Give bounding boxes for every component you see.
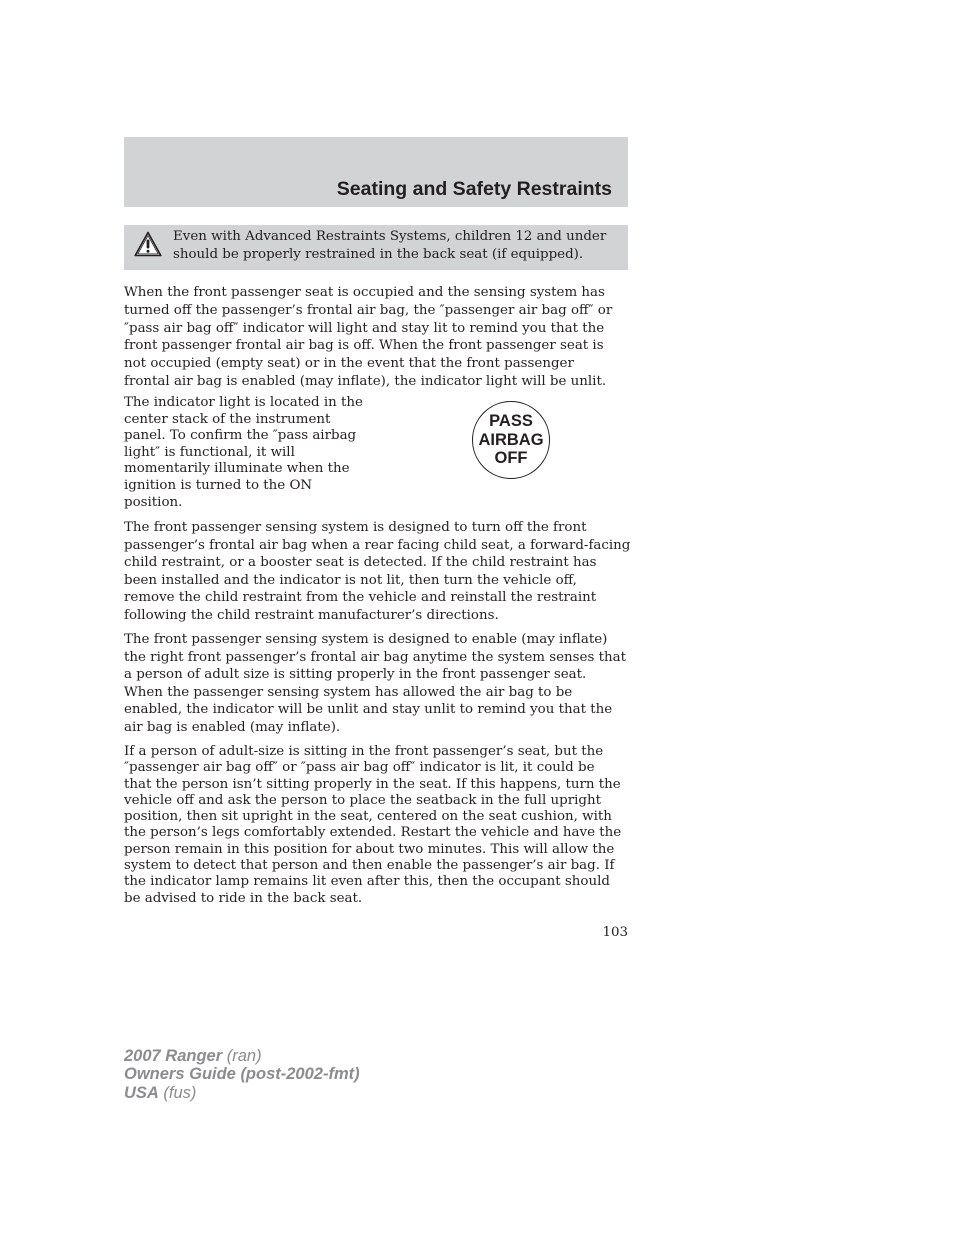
text-line: a person of adult size is sitting properly in the front passenger seat. xyxy=(124,667,587,683)
text-line: ″pass air bag off″ indicator will light and stay lit to remind you that the xyxy=(124,320,605,336)
text-line: When the front passenger seat is occupied and the sensing system has xyxy=(124,285,605,300)
text-line: When the passenger sensing system has allowed the air bag to be xyxy=(124,684,573,700)
warning-line: Even with Advanced Restraints Systems, children 12 and under xyxy=(173,229,607,244)
text-line: child restraint, or a booster seat is detected. If the child restraint has xyxy=(124,555,597,571)
text-line: position. xyxy=(124,494,183,510)
footer-line-market xyxy=(124,1084,360,1102)
badge-line: PASS xyxy=(489,412,533,431)
footer-line-model xyxy=(124,1047,360,1065)
text-line: center stack of the instrument xyxy=(124,411,331,427)
text-line: The front passenger sensing system is designed to enable (may inflate) xyxy=(124,632,608,647)
text-line: that the person isn’t sitting properly in the seat. If this happens, turn the xyxy=(124,776,621,792)
text-line: air bag is enabled (may inflate). xyxy=(124,719,341,735)
section-header-band xyxy=(124,137,628,207)
text-line: light″ is functional, it will xyxy=(124,444,295,460)
paragraph-adult-seating xyxy=(124,744,621,907)
text-line: The indicator light is located in the xyxy=(124,395,363,410)
text-line: the person’s legs comfortably extended. Restart the vehicle and have the xyxy=(124,825,622,841)
footer-model-code: (ran) xyxy=(222,1047,262,1065)
text-line: vehicle off and ask the person to place the seatback in the full upright xyxy=(124,792,601,808)
text-line: system to detect that person and then enable the passenger’s air bag. If xyxy=(124,858,615,874)
badge-line: OFF xyxy=(494,449,528,468)
paragraph-indicator-location xyxy=(124,395,363,511)
document-footer xyxy=(124,1047,360,1102)
footer-guide: Owners Guide (post-2002-fmt) xyxy=(124,1065,360,1084)
warning-line: should be properly restrained in the back seat (if equipped). xyxy=(173,246,584,262)
footer-model: 2007 Ranger xyxy=(124,1047,223,1065)
text-line: position, then sit upright in the seat, centered on the seat cushion, with xyxy=(124,809,612,825)
text-line: be advised to ride in the back seat. xyxy=(124,890,363,906)
text-line: The front passenger sensing system is designed to turn off the front xyxy=(124,520,587,535)
warning-text xyxy=(173,228,606,263)
text-line: following the child restraint manufacturer’s directions. xyxy=(124,607,499,623)
text-line: momentarily illuminate when the xyxy=(124,461,350,477)
text-line: remove the child restraint from the vehicle and reinstall the restraint xyxy=(124,590,597,606)
footer-line-guide xyxy=(124,1065,360,1083)
footer-market: USA xyxy=(124,1083,159,1102)
page-number: 103 xyxy=(602,925,628,940)
text-line: been installed and the indicator is not lit, then turn the vehicle off, xyxy=(124,572,577,588)
text-line: panel. To confirm the ″pass airbag xyxy=(124,428,357,444)
text-line: passenger’s frontal air bag when a rear facing child seat, a forward-facing xyxy=(124,537,631,553)
paragraph-enable-airbag xyxy=(124,631,626,737)
text-line: person remain in this position for about two minutes. This will allow the xyxy=(124,841,615,857)
text-line: turned off the passenger’s frontal air bag, the ″passenger air bag off″ or xyxy=(124,302,613,318)
text-line: If a person of adult-size is sitting in the front passenger’s seat, but the xyxy=(124,744,604,759)
badge-line: AIRBAG xyxy=(478,430,544,449)
text-line: not occupied (empty seat) or in the event that the front passenger xyxy=(124,356,574,372)
text-line: the indicator lamp remains lit even after this, then the occupant should xyxy=(124,874,610,890)
warning-triangle-icon xyxy=(134,231,162,257)
text-line: the right front passenger’s frontal air bag anytime the system senses that xyxy=(124,649,626,665)
pass-airbag-off-indicator-icon xyxy=(472,401,550,479)
text-line: enabled, the indicator will be unlit and stay unlit to remind you that the xyxy=(124,702,613,718)
paragraph-indicator-off xyxy=(124,284,612,391)
text-line: front passenger frontal air bag is off. When the front passenger seat is xyxy=(124,338,604,354)
text-line: frontal air bag is enabled (may inflate), the indicator light will be unlit. xyxy=(124,373,607,389)
text-line: ignition is turned to the ON xyxy=(124,477,313,493)
text-line: ″passenger air bag off″ or ″pass air bag off″ indicator is lit, it could be xyxy=(124,760,595,776)
footer-market-code: (fus) xyxy=(158,1083,197,1102)
section-title: Seating and Safety Restraints xyxy=(336,178,612,200)
warning-box xyxy=(124,225,628,270)
paragraph-child-restraint xyxy=(124,519,630,625)
